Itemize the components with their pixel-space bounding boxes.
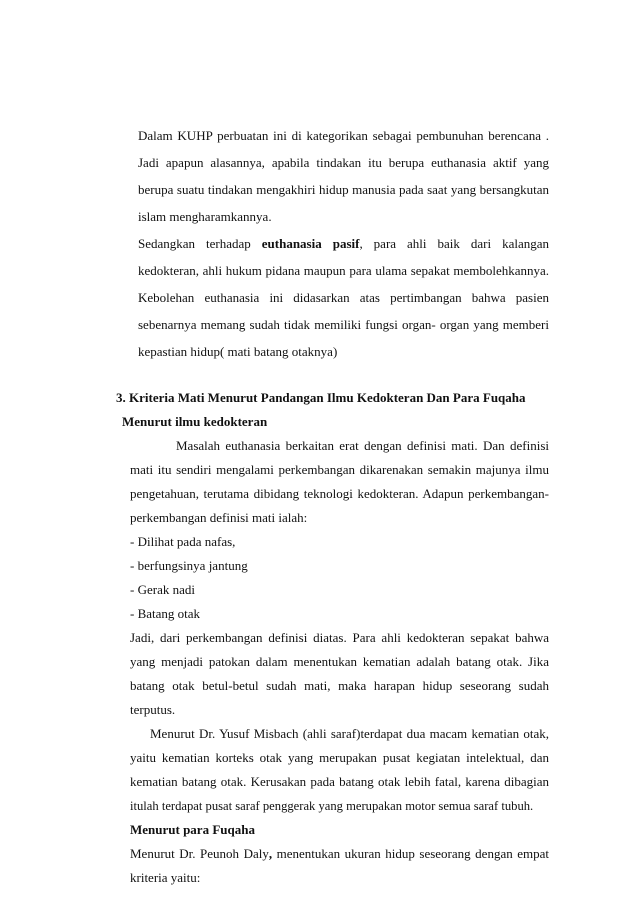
body-line-with-bold — [130, 846, 549, 862]
body-line: perkembangan definisi mati ialah: — [130, 510, 308, 525]
body-line-with-bold — [138, 236, 549, 252]
body-line: Jadi apapun alasannya, apabila tindakan itu berupa euthanasia aktif yang — [138, 155, 549, 170]
body-line: islam mengharamkannya. — [138, 209, 272, 224]
body-line: Masalah euthanasia berkaitan erat dengan definisi mati. Dan definisi — [176, 438, 549, 453]
body-line: Dalam KUHP perbuatan ini di kategorikan sebagai pembunuhan berencana . — [138, 128, 549, 143]
body-line: yaitu kematian korteks otak yang merupakan pusat kegiatan intelektual, dan — [130, 750, 549, 765]
body-line: berupa suatu tindakan mengakhiri hidup manusia pada saat yang bersangkutan — [138, 182, 549, 197]
body-line: pengetahuan, terutama dibidang teknologi kedokteran. Adapun perkembangan- — [130, 486, 549, 501]
body-line: Jadi, dari perkembangan definisi diatas. Para ahli kedokteran sepakat bahwa — [130, 630, 549, 645]
body-line: kepastian hidup( mati batang otaknya) — [138, 344, 338, 359]
body-line: kematian batang otak. Kerusakan pada batang otak lebih fatal, karena dibagian — [130, 774, 549, 789]
list-item: - Batang otak — [130, 606, 201, 621]
body-line: terputus. — [130, 702, 176, 717]
subheading: Menurut ilmu kedokteran — [122, 414, 268, 429]
body-line: yang menjadi patokan dalam menentukan kematian adalah batang otak. Jika — [130, 654, 549, 669]
subheading: Menurut para Fuqaha — [130, 822, 255, 837]
body-text: , para ahli baik dari kalangan — [359, 236, 549, 251]
body-line: itulah terdapat pusat saraf penggerak yang merupakan motor semua saraf tubuh. — [130, 799, 534, 813]
body-line: kriteria yaitu: — [130, 870, 201, 885]
bold-term: euthanasia pasif — [261, 236, 360, 251]
body-line: Kebolehan euthanasia ini didasarkan atas pertimbangan bahwa pasien — [138, 290, 549, 305]
body-text: Menurut Dr. Peunoh Daly — [130, 846, 269, 861]
list-item: - berfungsinya jantung — [130, 558, 248, 573]
body-line: sebenarnya memang sudah tidak memiliki fungsi organ- organ yang memberi — [138, 317, 549, 332]
list-item: - Dilihat pada nafas, — [130, 534, 236, 549]
body-text: menentukan ukuran hidup seseorang dengan empat — [272, 846, 549, 861]
bold-term: , — [268, 846, 273, 861]
section-heading: 3. Kriteria Mati Menurut Pandangan Ilmu Kedokteran Dan Para Fuqaha — [116, 390, 526, 405]
body-line: batang otak betul-betul sudah mati, maka harapan hidup seseorang sudah — [130, 678, 549, 693]
body-line: mati itu sendiri mengalami perkembangan dikarenakan semakin majunya ilmu — [130, 462, 549, 477]
body-line: kedokteran, ahli hukum pidana maupun para ulama sepakat membolehkannya. — [138, 263, 549, 278]
body-text: Sedangkan terhadap — [138, 236, 251, 251]
list-item: - Gerak nadi — [130, 582, 195, 597]
body-line: Menurut Dr. Yusuf Misbach (ahli saraf)terdapat dua macam kematian otak, — [150, 726, 549, 741]
